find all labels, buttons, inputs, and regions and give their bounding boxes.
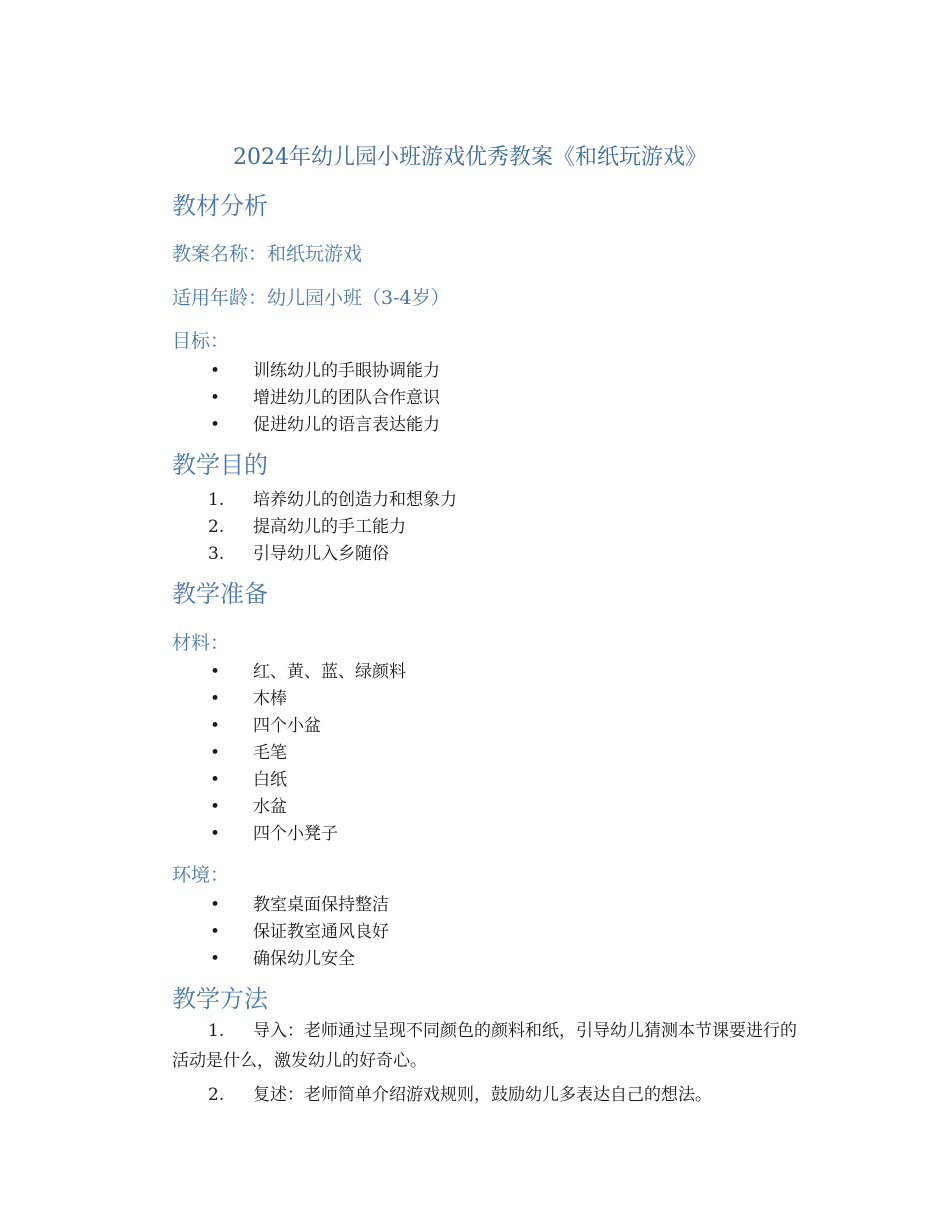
bullet-icon: • (209, 415, 221, 435)
list-item-text: 水盆 (253, 797, 287, 817)
step-text: 导入：老师通过呈现不同颜色的颜料和纸，引导幼儿猜测本节课要进行的活动是什么，激发幼儿的好奇心。 (172, 1021, 797, 1071)
bullet-icon: • (209, 743, 221, 763)
bullet-icon: • (209, 770, 221, 790)
goals-heading: 目标： (172, 330, 230, 352)
bullet-icon: • (209, 895, 221, 915)
list-number: 1. (208, 490, 225, 510)
lesson-name-line: 教案名称：和纸玩游戏 (172, 243, 363, 265)
section-heading-method: 教学方法 (172, 985, 268, 1013)
bullet-icon: • (209, 922, 221, 942)
age-line: 适用年龄：幼儿园小班（3-4岁） (172, 287, 450, 309)
list-item-text: 白纸 (253, 770, 287, 790)
bullet-icon: • (209, 662, 221, 682)
list-item-text: 四个小盆 (253, 716, 321, 736)
list-item-text: 教室桌面保持整洁 (253, 895, 389, 915)
list-item-text: 引导幼儿入乡随俗 (253, 544, 389, 564)
list-item-text: 促进幼儿的语言表达能力 (253, 415, 440, 435)
section-heading-purpose: 教学目的 (172, 451, 268, 479)
list-item-text: 确保幼儿安全 (253, 949, 355, 969)
list-number: 2. (208, 517, 225, 537)
list-item-text: 四个小凳子 (253, 824, 338, 844)
bullet-icon: • (209, 689, 221, 709)
method-step (172, 1080, 802, 1110)
section-heading-preparation: 教学准备 (172, 580, 268, 608)
method-step (172, 1016, 802, 1076)
list-item-text: 训练幼儿的手眼协调能力 (253, 361, 440, 381)
materials-heading: 材料： (172, 632, 230, 654)
step-number: 1. (208, 1021, 225, 1041)
list-item-text: 培养幼儿的创造力和想象力 (253, 490, 457, 510)
list-number: 3. (208, 544, 225, 564)
bullet-icon: • (209, 361, 221, 381)
bullet-icon: • (209, 949, 221, 969)
list-item-text: 保证教室通风良好 (253, 922, 389, 942)
list-item-text: 提高幼儿的手工能力 (253, 517, 406, 537)
list-item-text: 红、黄、蓝、绿颜料 (253, 662, 406, 682)
environment-heading: 环境： (172, 864, 230, 886)
section-heading-analysis: 教材分析 (172, 192, 268, 220)
bullet-icon: • (209, 716, 221, 736)
document-title: 2024年幼儿园小班游戏优秀教案《和纸玩游戏》 (233, 145, 707, 170)
bullet-icon: • (209, 388, 221, 408)
step-number: 2. (208, 1085, 225, 1105)
bullet-icon: • (209, 797, 221, 817)
list-item-text: 木棒 (253, 689, 287, 709)
list-item-text: 毛笔 (253, 743, 287, 763)
list-item-text: 增进幼儿的团队合作意识 (253, 388, 440, 408)
bullet-icon: • (209, 824, 221, 844)
step-text: 复述：老师简单介绍游戏规则，鼓励幼儿多表达自己的想法。 (253, 1085, 712, 1105)
